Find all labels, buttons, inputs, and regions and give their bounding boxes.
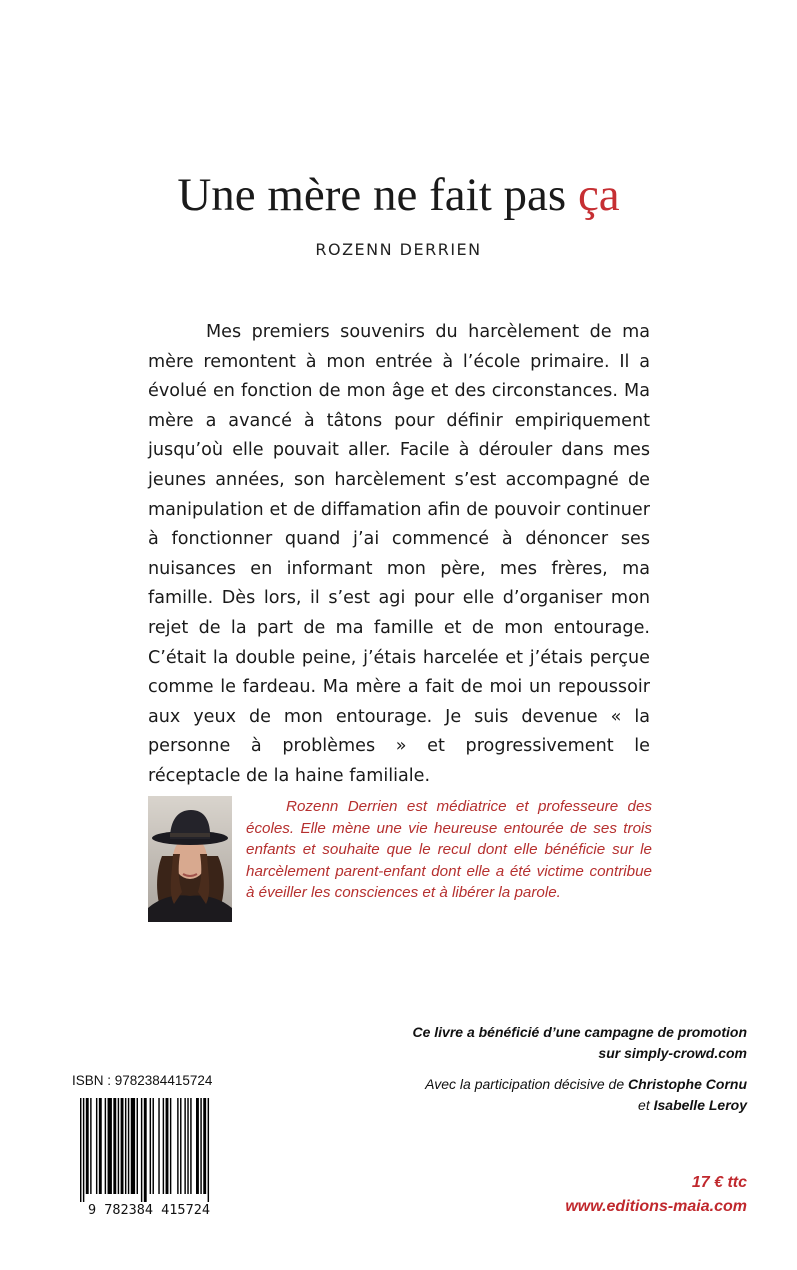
barcode-bar [163,1098,164,1194]
title-accent: ça [577,169,620,221]
isbn-label: ISBN : 9782384415724 [72,1073,213,1088]
barcode-bar [187,1098,188,1194]
barcode-bar [158,1098,159,1194]
barcode-bar [200,1098,201,1194]
barcode-bar [137,1098,138,1194]
partner-name-2: Isabelle Leroy [653,1097,747,1113]
price: 17 € ttc [691,1174,747,1191]
promo-notice [327,1022,747,1064]
barcode-bar [180,1098,181,1194]
book-title [0,168,797,222]
barcode-bar [83,1098,84,1202]
barcode-bar [131,1098,135,1194]
barcode-bar [118,1098,119,1194]
barcode-bar [86,1098,89,1194]
partners-prefix: Avec la participation décisive de [425,1076,628,1092]
barcode-bar [166,1098,169,1194]
barcode-bar [177,1098,178,1194]
barcode-bar [196,1098,199,1194]
promo-line-2: sur simply-crowd.com [598,1045,747,1061]
barcode-bar [184,1098,185,1194]
barcode-bar [150,1098,151,1194]
isbn-barcode [68,1094,230,1218]
author-photo [148,796,232,922]
barcode-bar [80,1098,81,1202]
barcode-bar [121,1098,124,1194]
barcode-bar [141,1098,142,1202]
publisher-website: www.editions-maia.com [565,1198,747,1215]
barcode-bar [125,1098,126,1194]
barcode-bar [113,1098,116,1194]
barcode-bar [170,1098,171,1194]
barcode-bar [190,1098,191,1194]
book-summary: Mes premiers souvenirs du harcèlement de ma mère remontent à mon entrée à l’école primaire. Il a évolué en fonction de mon âge et des circonstances. Ma mère a avancé à tâtons pour définir empiriquement jusqu’où elle pouvait aller. Facile à dérouler dans mes jeunes années, son harcèlement s’est accompagné de manipulation et de diffamation afin de pouvoir continuer à fonctionner quand j’ai commencé à dénoncer ses nuisances en informant mon père, mes frères, ma famille. Dès lors, il s’est agi pour elle d’organiser mon rejet de la part de ma famille et de mon entourage. C’était la double peine, j’étais harcelée et j’étais perçue comme le fardeau. Ma mère a fait de moi un repoussoir aux yeux de mon entourage. Je suis devenue « la personne à problèmes » et progressivement le réceptacle de la haine familiale. [148,322,650,786]
barcode-bar [96,1098,97,1194]
partner-name-1: Christophe Cornu [628,1076,747,1092]
barcode-bar [99,1098,102,1194]
barcode-digits: 9 782384 415724 [88,1202,210,1218]
promo-line-1: Ce livre a bénéficié d’une campagne de promotion [412,1024,747,1040]
barcode-bar [105,1098,106,1194]
title-main: Une mère ne fait pas [177,169,578,221]
partners-join: et [638,1097,654,1113]
author-bio: Rozenn Derrien est médiatrice et professeure des écoles. Elle mène une vie heureuse entourée de ses trois enfants et souhaite que le recul dont elle bénéficie sur le harcèlement parent-enfant dont elle a été victime contribue à éveiller les consciences et à libérer la parole. [246,798,652,902]
barcode-bar [90,1098,91,1194]
barcode-bar [153,1098,154,1194]
barcode-bar [108,1098,112,1194]
barcode-bar [208,1098,209,1202]
barcode-bar [203,1098,206,1194]
barcode-bar [144,1098,147,1202]
author-name: ROZENN DERRIEN [315,240,482,259]
barcode-bar [128,1098,129,1194]
partners-credit [327,1074,747,1116]
